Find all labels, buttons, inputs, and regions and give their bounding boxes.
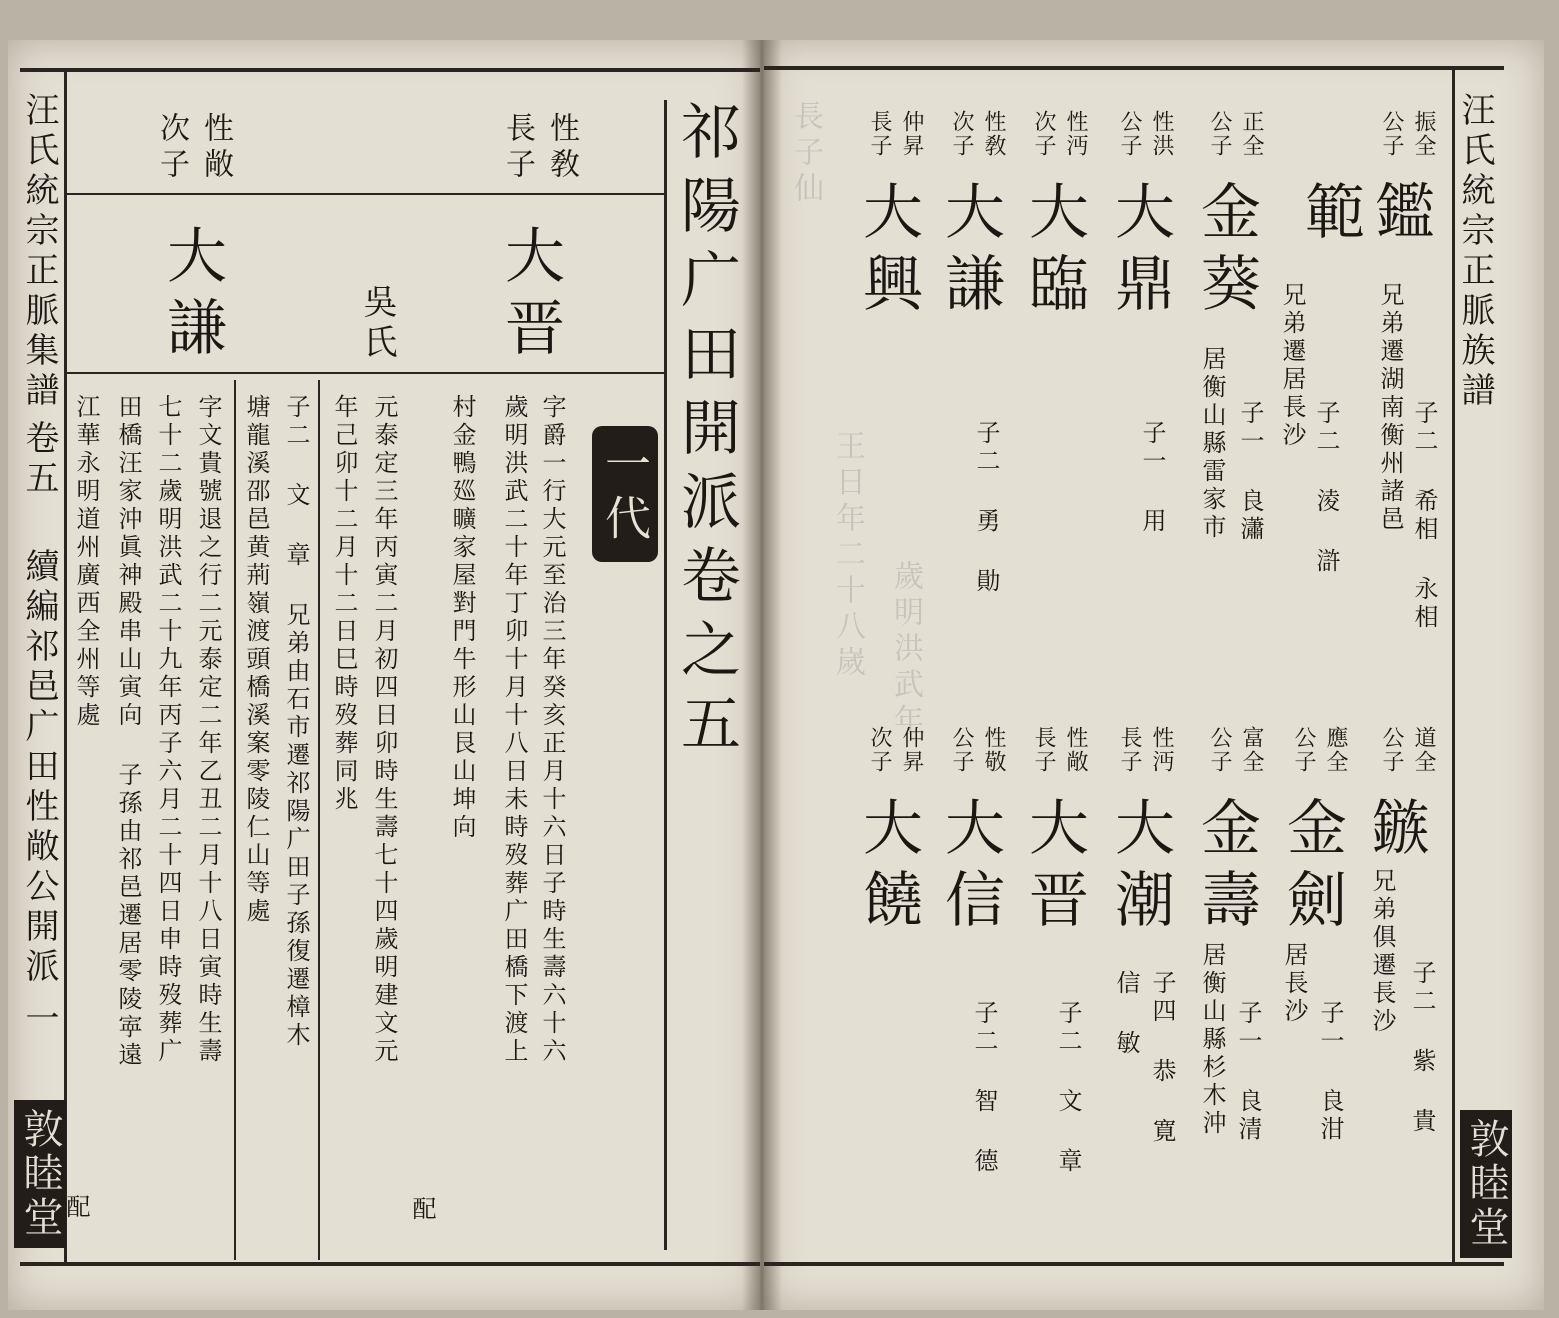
lower-6-relation-b: 公子 bbox=[949, 726, 974, 774]
margin-volume: 卷五 bbox=[19, 420, 59, 500]
upper-4-note: 子一 用 bbox=[1138, 420, 1166, 536]
lower-2-relation-b: 公子 bbox=[1291, 726, 1316, 774]
right-top-border bbox=[764, 66, 1504, 70]
lower-1-name: 鏃 bbox=[1361, 796, 1431, 868]
upper-1-note2: 兄弟遷湖南衡州諸邑 bbox=[1376, 282, 1404, 534]
lower-2-relation-a: 應全 bbox=[1323, 726, 1348, 774]
bio-column-3: 村金鴨廵曠家屋對門牛形山艮山坤向 bbox=[448, 394, 476, 842]
person-1-relation-b: 長子 bbox=[500, 112, 535, 184]
margin-title: 汪氏統宗正脈集譜 bbox=[19, 92, 59, 412]
name-divider bbox=[64, 372, 664, 374]
upper-7-relation-b: 長子 bbox=[867, 110, 892, 158]
book-gutter bbox=[742, 40, 782, 1310]
upper-7-name: 大興 bbox=[853, 180, 923, 324]
upper-3-note: 子一 良瀟 bbox=[1236, 400, 1264, 544]
lower-5-relation-a: 性敞 bbox=[1063, 726, 1088, 774]
lower-4-relation-b: 長子 bbox=[1117, 726, 1142, 774]
upper-4-relation-a: 性洪 bbox=[1149, 110, 1174, 158]
lower-2-note: 子一 良泔 bbox=[1316, 1000, 1344, 1144]
bio-column-5: 元泰定三年丙寅二月初四日卯時生壽七十四歲明建文元 bbox=[370, 394, 398, 1066]
upper-3-name: 金葵 bbox=[1191, 180, 1261, 324]
column-rule-b bbox=[318, 380, 320, 1260]
margin-section: 續編祁邑广田性敞公開派 bbox=[19, 548, 59, 988]
upper-3-relation-b: 公子 bbox=[1207, 110, 1232, 158]
lower-7-name: 大饒 bbox=[853, 796, 923, 940]
upper-5-relation-b: 次子 bbox=[1031, 110, 1056, 158]
upper-1-note: 子二 希相 永相 bbox=[1410, 400, 1438, 632]
bio-column-6: 年己卯十二月十二日巳時歿葬同兆 bbox=[330, 394, 358, 814]
upper-2-note2: 兄弟遷居長沙 bbox=[1278, 282, 1306, 450]
person-2-name: 大謙 bbox=[157, 224, 227, 368]
bio-column-2: 歲明洪武二十年丁卯十月十八日未時歿葬广田橋下渡上 bbox=[500, 394, 528, 1066]
bio-column-1: 字爵一行大元至治三年癸亥正月十六日子時生壽六十六 bbox=[538, 394, 566, 1066]
lower-4-note2: 信 敏 bbox=[1112, 970, 1140, 1058]
upper-1-relation-a: 振全 bbox=[1411, 110, 1436, 158]
header-divider bbox=[64, 193, 664, 195]
margin-page-number: 一 bbox=[19, 1000, 59, 1040]
upper-2-name: 範 bbox=[1295, 180, 1365, 252]
upper-4-relation-b: 公子 bbox=[1117, 110, 1142, 158]
top-border bbox=[20, 68, 760, 72]
right-hall-name-box: 敦睦堂 bbox=[1460, 1110, 1512, 1258]
lower-2-note2: 居長沙 bbox=[1280, 942, 1308, 1026]
generation-label: 一代 bbox=[592, 426, 658, 562]
bio-column-12: 江華永明道州廣西全州等處 bbox=[72, 394, 100, 730]
bio-column-10: 七十二歲明洪武二十九年丙子六月二十四日申時歿葬广 bbox=[154, 394, 182, 1066]
lower-4-relation-a: 性沔 bbox=[1149, 726, 1174, 774]
upper-5-name: 大臨 bbox=[1019, 180, 1089, 324]
upper-4-name: 大鼎 bbox=[1105, 180, 1175, 324]
upper-3-relation-a: 正全 bbox=[1239, 110, 1264, 158]
bio-column-13: 配 bbox=[62, 1194, 90, 1222]
upper-6-name: 大謙 bbox=[935, 180, 1005, 324]
lower-1-relation-a: 道全 bbox=[1411, 726, 1436, 774]
lower-7-relation-a: 仲昇 bbox=[899, 726, 924, 774]
lower-1-note2: 兄弟俱遷長沙 bbox=[1368, 868, 1396, 1036]
hall-name-box: 敦睦堂 bbox=[14, 1100, 66, 1248]
upper-7-relation-a: 仲昇 bbox=[899, 110, 924, 158]
right-margin-title: 汪氏統宗正脈族譜 bbox=[1455, 92, 1495, 412]
margin-rule bbox=[64, 68, 67, 1264]
lower-6-relation-a: 性敬 bbox=[981, 726, 1006, 774]
upper-3-note2: 居衡山縣雷家市 bbox=[1198, 346, 1226, 542]
person-1-relation-a: 性敎 bbox=[544, 112, 579, 184]
upper-6-note: 子二 勇 勛 bbox=[972, 420, 1000, 596]
bio-column-4: 配 bbox=[408, 1196, 436, 1224]
upper-5-relation-a: 性沔 bbox=[1063, 110, 1088, 158]
lower-3-relation-a: 富全 bbox=[1239, 726, 1264, 774]
lower-4-name: 大潮 bbox=[1105, 796, 1175, 940]
lower-7-relation-b: 次子 bbox=[867, 726, 892, 774]
title-rule bbox=[664, 100, 667, 1250]
bio-column-7: 子二 文 章 兄弟由石市遷祁陽广田子孫復遷樟木 bbox=[282, 394, 310, 1050]
lower-5-name: 大晋 bbox=[1019, 796, 1089, 940]
column-rule-a bbox=[234, 380, 236, 1260]
bio-column-8: 塘龍溪邵邑黄荊嶺渡頭橋溪案零陵仁山等處 bbox=[242, 394, 270, 926]
lower-2-name: 金劍 bbox=[1277, 796, 1347, 940]
volume-title: 祁陽广田開派卷之五 bbox=[671, 100, 741, 766]
lower-1-relation-b: 公子 bbox=[1379, 726, 1404, 774]
bio-column-9: 字文貴號退之行二元泰定二年乙丑二月十八日寅時生壽 bbox=[194, 394, 222, 1066]
lower-6-note: 子二 智 德 bbox=[970, 1000, 998, 1176]
bottom-border bbox=[20, 1262, 760, 1266]
lower-5-relation-b: 長子 bbox=[1031, 726, 1056, 774]
upper-6-relation-b: 次子 bbox=[949, 110, 974, 158]
lower-5-note: 子二 文 章 bbox=[1054, 1000, 1082, 1176]
lower-6-name: 大信 bbox=[935, 796, 1005, 940]
lower-3-note2: 居衡山縣杉木沖 bbox=[1198, 942, 1226, 1138]
upper-1-relation-b: 公子 bbox=[1379, 110, 1404, 158]
lower-3-relation-b: 公子 bbox=[1207, 726, 1232, 774]
person-2-relation-a: 性敞 bbox=[198, 112, 233, 184]
person-1-name: 大晋 bbox=[495, 224, 565, 368]
bio-column-11: 田橋汪家沖眞神殿串山寅向 子孫由祁邑遷居零陵𡨴遠 bbox=[114, 394, 142, 1070]
person-2-relation-b: 次子 bbox=[154, 112, 189, 184]
lower-4-note: 子四 恭 寛 bbox=[1148, 970, 1176, 1146]
right-bottom-border bbox=[764, 1262, 1504, 1266]
lower-1-note: 子二 紫 貴 bbox=[1408, 960, 1436, 1136]
upper-6-relation-a: 性敎 bbox=[981, 110, 1006, 158]
upper-2-note: 子二 淩 滸 bbox=[1312, 400, 1340, 576]
upper-1-name: 鑑 bbox=[1365, 180, 1435, 252]
lower-3-note: 子一 良清 bbox=[1234, 1000, 1262, 1144]
spouse-name: 吳氏 bbox=[357, 284, 397, 364]
lower-3-name: 金壽 bbox=[1191, 796, 1261, 940]
